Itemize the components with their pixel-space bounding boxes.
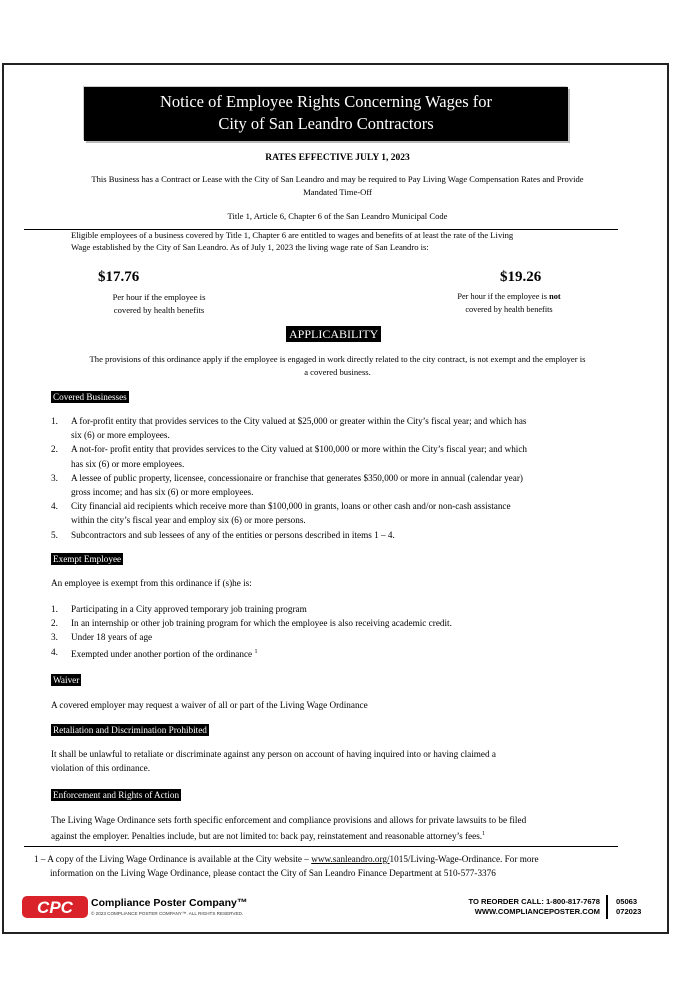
list-item (51, 471, 631, 499)
reorder-website[interactable]: WWW.COMPLIANCEPOSTER.COM (474, 907, 600, 916)
exempt-intro: An employee is exempt from this ordinance if (s)he is: (51, 578, 252, 588)
title-line-2: City of San Leandro Contractors (218, 114, 434, 133)
rate-desc-line (404, 291, 614, 304)
cpc-logo-icon (22, 896, 88, 918)
list-text: Subcontractors and sub lessees of any of the entities or persons described in items 1 – 4. (71, 529, 395, 540)
footnote-text: 1015/Living-Wage-Ordinance. For more (389, 854, 539, 864)
list-text: A not-for- profit entity that provides services to the City valued at $100,000 or more within the City’s fiscal year; and which (71, 444, 528, 455)
reorder-phone: TO REORDER CALL: 1-800-817-7678 (468, 897, 600, 906)
list-number: 1. (51, 604, 58, 614)
list-item (51, 630, 631, 644)
enforcement-text (51, 813, 631, 843)
applicability-heading: APPLICABILITY (286, 326, 381, 342)
svg-text:CPC: CPC (37, 898, 73, 917)
footer-divider (606, 895, 608, 919)
list-text: In an internship or other job training program for which the employee is also receiving academic credit. (71, 618, 452, 629)
copyright: © 2023 COMPLIANCE POSTER COMPANY™. ALL RIGHTS RESERVED. (91, 911, 244, 916)
code-reference: Title 1, Article 6, Chapter 6 of the San Leandro Municipal Code (227, 211, 448, 221)
enforcement-heading: Enforcement and Rights of Action (53, 790, 180, 800)
list-text: six (6) or more employees. (71, 430, 170, 441)
intro-text (34, 173, 641, 199)
enforcement-line (51, 827, 631, 843)
poster-code: 05063 (616, 897, 638, 906)
list-number: 1. (51, 416, 58, 426)
footnote-divider (24, 846, 618, 847)
rate-desc-line: covered by health benefits (465, 304, 553, 314)
retaliation-line: violation of this ordinance. (51, 763, 150, 773)
list-item (51, 602, 631, 616)
rate-without-benefits: $19.26 (500, 269, 542, 285)
list-item (51, 442, 631, 470)
title-line-1: Notice of Employee Rights Concerning Wages for (160, 92, 492, 111)
list-number: 2. (51, 444, 58, 455)
list-number: 2. (51, 618, 58, 629)
rates-effective: RATES EFFECTIVE JULY 1, 2023 (265, 153, 410, 163)
retaliation-heading: Retaliation and Discrimination Prohibited (53, 725, 207, 735)
city-website-link[interactable]: www.sanleandro.org/ (311, 854, 390, 864)
list-item (51, 645, 631, 661)
list-text: City financial aid recipients which receive more than $100,000 in grants, loans or other cash and/or non-cash assistance (71, 501, 511, 512)
list-item (51, 499, 631, 527)
eligibility-text (71, 230, 631, 253)
exempt-list (51, 602, 631, 661)
list-number: 5. (51, 529, 58, 540)
poster-codes (616, 897, 656, 917)
waiver-text: A covered employer may request a waiver of all or part of the Living Wage Ordinance (51, 700, 368, 710)
waiver-heading: Waiver (53, 675, 80, 685)
eligibility-line-1: Eligible employees of a business covered by Title 1, Chapter 6 are entitled to wages and benefits of at least the rate of the Living (71, 230, 514, 240)
list-text: Under 18 years of age (71, 632, 153, 643)
footnote-ref: 1 (482, 831, 486, 837)
list-number: 4. (51, 646, 58, 657)
list-text: A for-profit entity that provides services to the City valued at $25,000 or greater within the City’s fiscal year; and which has (71, 416, 527, 426)
applicability-text (34, 353, 641, 379)
company-name: Compliance Poster Company™ (91, 897, 248, 909)
list-text: has six (6) or more employees. (71, 458, 185, 469)
list-item (51, 414, 631, 442)
footnote-text: 1 – A copy of the Living Wage Ordinance is available at the City website – (34, 854, 312, 864)
rate-with-benefits: $17.76 (98, 269, 140, 285)
poster (2, 63, 669, 934)
list-text: gross income; and has six (6) or more employees. (71, 487, 254, 498)
rate-desc-text: Per hour if the employee is (457, 292, 550, 301)
list-item (51, 616, 631, 630)
covered-businesses-list (51, 414, 631, 542)
list-number: 3. (51, 632, 58, 643)
rate-without-benefits-desc (404, 291, 614, 316)
list-text: A lessee of public property, licensee, concessionaire or franchise that generates $350,000 or more in annual (calendar year) (71, 472, 523, 483)
list-text: Participating in a City approved temporary job training program (71, 604, 307, 614)
list-item (51, 528, 631, 542)
enforcement-line-text: against the employer. Penalties include, but are not limited to: back pay, reinstatement and reasonable attorney’s fees. (51, 831, 483, 842)
rate-desc-line: Per hour if the employee is (112, 292, 206, 302)
list-number: 3. (51, 472, 58, 483)
footnote (34, 852, 654, 880)
enforcement-line: The Living Wage Ordinance sets forth specific enforcement and compliance provisions and allows for private lawsuits to be filed (51, 815, 527, 825)
footnote-line: information on the Living Wage Ordinance, please contact the City of San Leandro Finance Department at 510-577-3376 (50, 868, 496, 878)
eligibility-line-2: Wage established by the City of San Leandro. As of July 1, 2023 the living wage rate of San Leandro is: (71, 241, 429, 252)
reorder-info (448, 897, 600, 917)
exempt-employee-heading: Exempt Employee (53, 554, 122, 564)
footnote-line (34, 852, 654, 866)
poster-date-code: 072023 (616, 907, 642, 916)
rate-desc-bold: not (549, 292, 561, 301)
footnote-ref: 1 (254, 648, 258, 655)
intro-line-1: This Business has a Contract or Lease with the City of San Leandro and may be required to Pay Living Wage Compensation Rates and Provide (91, 174, 584, 184)
title-banner (84, 87, 568, 141)
applicability-line: a covered business. (304, 367, 371, 377)
retaliation-text (51, 747, 631, 775)
rate-with-benefits-desc (59, 291, 259, 317)
cpc-logo (22, 896, 88, 918)
list-text: Exempted under another portion of the ordinance (71, 648, 253, 659)
list-text: within the city’s fiscal year and employ six (6) or more persons. (71, 515, 306, 526)
applicability-line: The provisions of this ordinance apply if the employee is engaged in work directly related to the city contract, is not exempt and the employer is (89, 354, 586, 364)
rate-desc-line: covered by health benefits (113, 305, 205, 315)
list-number: 4. (51, 501, 58, 512)
retaliation-line: It shall be unlawful to retaliate or discriminate against any person on account of having inquired into or having claimed a (51, 749, 496, 759)
intro-line-2: Mandated Time-Off (303, 187, 372, 197)
covered-businesses-heading: Covered Businesses (53, 392, 127, 402)
